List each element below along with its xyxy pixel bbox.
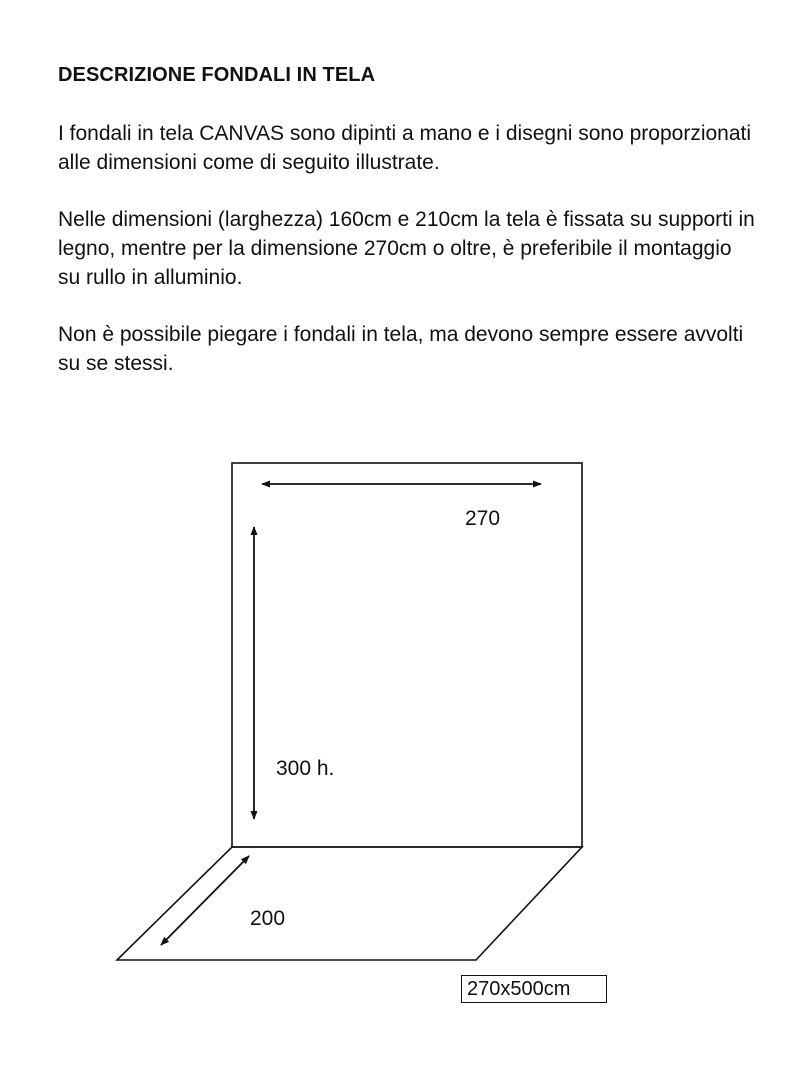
backdrop-floor bbox=[117, 847, 582, 960]
depth-label: 200 bbox=[250, 907, 286, 930]
paragraph-mounting: Nelle dimensioni (larghezza) 160cm e 210cm la tela è fissata su supporti in legno, mentre per la dimensione 270cm o oltre, è preferibile il montaggio su rullo in alluminio. bbox=[58, 208, 755, 289]
paragraph-intro: I fondali in tela CANVAS sono dipinti a mano e i disegni sono proporzionati alle dimensioni come di seguito illustrate. bbox=[58, 122, 752, 174]
depth-arrow bbox=[161, 856, 249, 945]
paragraph-storage: Non è possibile piegare i fondali in tela, ma devono sempre essere avvolti su se stessi. bbox=[58, 323, 744, 375]
backdrop-wall bbox=[232, 463, 582, 847]
size-label-box: 270x500cm bbox=[461, 975, 607, 1003]
width-label: 270 bbox=[465, 507, 501, 530]
document-title: DESCRIZIONE FONDALI IN TELA bbox=[58, 64, 376, 86]
height-label: 300 h. bbox=[276, 757, 335, 780]
